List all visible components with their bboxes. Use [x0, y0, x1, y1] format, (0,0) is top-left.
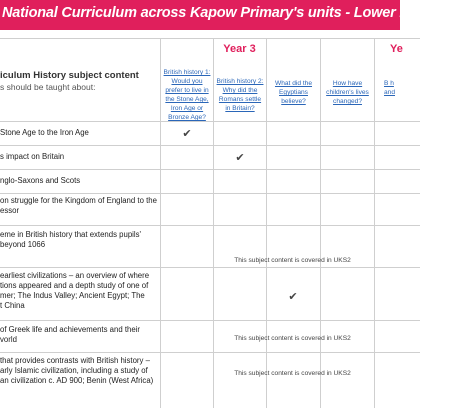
- table-column-rule: [213, 38, 214, 408]
- curriculum-table: [0, 38, 420, 408]
- table-column-rule: [266, 38, 267, 408]
- table-rule: [0, 145, 420, 146]
- year-3-heading: Year 3: [223, 43, 256, 55]
- unit-link-british-history-1[interactable]: British history 1: Would you prefer to live in the Stone Age, Iron Age or Bronze Age?: [163, 69, 211, 121]
- uks2-note: This subject content is covered in UKS2: [234, 335, 351, 342]
- subject-content-subheading: s should be taught about:: [0, 82, 96, 92]
- unit-link-next[interactable]: B h and: [384, 80, 396, 96]
- table-rule: [0, 267, 420, 268]
- table-row-label: that provides contrasts with British history – arly Islamic civilization, including a study of an civilization c. AD 900; Benin (West Africa): [0, 356, 154, 385]
- unit-link-british-history-2[interactable]: British history 2: Why did the Romans settle in Britain?: [216, 78, 264, 112]
- unit-link-childrens-lives[interactable]: How have children's lives changed?: [326, 80, 369, 105]
- table-column-rule: [160, 38, 161, 408]
- check-icon: ✔: [288, 291, 298, 303]
- table-rule: [0, 352, 420, 353]
- check-icon: ✔: [235, 152, 245, 164]
- year-4-heading: Ye: [390, 43, 403, 55]
- uks2-note: This subject content is covered in UKS2: [234, 370, 351, 377]
- uks2-note: This subject content is covered in UKS2: [234, 257, 351, 264]
- table-row-label: earliest civilizations – an overview of where tions appeared and a depth study of one of mer; The Indus Valley; Ancient Egypt; The t China: [0, 271, 150, 310]
- page-title: National Curriculum across Kapow Primary's units - Lower key stage 2: [2, 5, 475, 21]
- table-rule: [0, 225, 420, 226]
- table-row-label: on struggle for the Kingdom of England to the essor: [0, 196, 157, 215]
- table-row-label: nglo-Saxons and Scots: [0, 176, 81, 185]
- table-row-label: of Greek life and achievements and their vorld: [0, 325, 140, 344]
- table-row-label: s impact on Britain: [0, 152, 65, 161]
- subject-content-heading: iculum History subject content: [0, 70, 139, 81]
- title-banner: [0, 0, 475, 30]
- check-icon: ✔: [182, 128, 192, 140]
- table-row-label: Stone Age to the Iron Age: [0, 128, 89, 137]
- table-rule: [0, 169, 420, 170]
- table-rule: [0, 193, 420, 194]
- table-rule: [0, 38, 420, 39]
- table-rule: [0, 320, 420, 321]
- table-column-rule: [320, 38, 321, 408]
- table-row-label: eme in British history that extends pupils' beyond 1066: [0, 230, 142, 249]
- table-column-rule: [374, 38, 375, 408]
- unit-link-egyptians[interactable]: What did the Egyptians believe?: [274, 80, 313, 105]
